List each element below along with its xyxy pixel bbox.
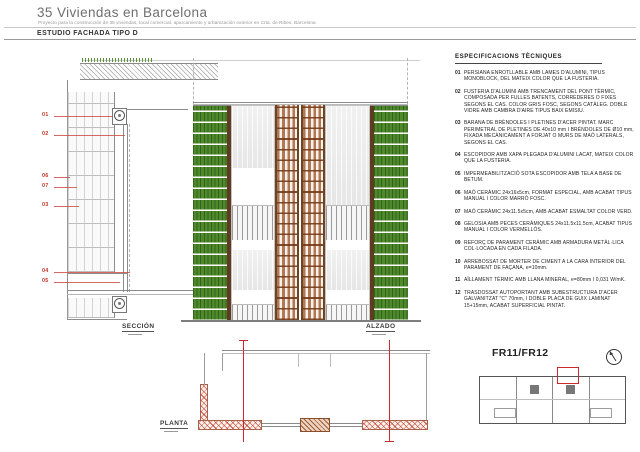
callout-leader-06: [54, 177, 70, 178]
spec-item-text: PERSIANA ENROTLLABLE AMB LAMES D'ALUMINI, TIPUS MONOBLOCK, DEL MATEIX COLOR QUE LA FUSTERIA.: [464, 70, 605, 83]
spec-item-number: 04: [455, 152, 461, 159]
section-label: SECCIÓN: [122, 323, 155, 330]
balcony-railing: [326, 205, 369, 241]
spec-item: [455, 221, 636, 234]
spec-item: [455, 259, 636, 272]
roller-blind-surface: [232, 250, 274, 291]
slab-band: [326, 240, 369, 250]
plan-partition: [222, 353, 223, 371]
callout-leader-07: [54, 187, 77, 188]
project-title: 35 Viviendas en Barcelona: [37, 5, 208, 20]
spec-item-text: IMPERMEABILITZACIÓ SOTA ESCOPIDOR AMB TELA A BASE DE BETUM.: [464, 170, 622, 184]
specifications-heading: ESPECIFICACIONS TÈCNIQUES: [455, 53, 602, 64]
elevation-scale: [372, 334, 386, 335]
callout-leader-03: [54, 206, 79, 207]
plan-label: PLANTA: [160, 420, 189, 427]
spec-item-number: 03: [455, 120, 461, 127]
section-railing-grid: [67, 92, 115, 272]
roller-blind-box-lower: [112, 296, 127, 313]
spec-item: [455, 152, 636, 165]
spec-item: [455, 290, 636, 309]
callout-leader-05: [54, 282, 120, 283]
section-scale: [128, 334, 142, 335]
key-plan: [479, 376, 626, 424]
key-plan-stair-core: [530, 385, 539, 394]
plan-brick-facade-left: [198, 420, 262, 430]
plan-rear-wall-line: [222, 350, 430, 351]
callout-01: 01: [42, 112, 49, 118]
projection-dash-left: [193, 58, 194, 104]
callout-leader-02: [54, 135, 125, 136]
plan-partition: [298, 353, 299, 367]
plan-rear-wall-line2: [222, 353, 430, 354]
spec-item-text: GELOSIA AMB PECES CERÀMIQUES 24x11.5x11.5cm, ACABAT TIPUS MANUAL I COLOR VERMELLÓS.: [464, 220, 633, 234]
key-plan-stair-core: [566, 385, 575, 394]
spec-item: [455, 120, 636, 146]
section-cut-line-left: [243, 340, 244, 442]
spec-item-text: ESCOPIDOR AMB XAPA PLEGADA D'ALUMINI LACAT, MATEIX COLOR QUE LA FUSTERIA.: [464, 152, 634, 165]
roller-blind-surface: [326, 250, 369, 291]
spec-item-number: 11: [455, 277, 461, 284]
north-arrow-icon: [605, 348, 623, 366]
plan-side-wall: [426, 353, 427, 420]
section-cut-tick: [239, 340, 248, 341]
spec-item-text: BARANA DE BRÈNDOLES I PLETINES D'ACER PINTAT. MARC PERIMETRAL DE PLETINES DE 40x10 mm I BRÈNDOLES DE Ø10 mm, FIXADA MECÀNICAMENT A FORJAT O MURS DE MAÓ LATERALS, SEGONS EL CAS.: [464, 120, 634, 146]
spec-item: [455, 277, 636, 283]
specifications-panel: [455, 45, 636, 309]
plan-window-line: [262, 423, 300, 424]
roller-axis: [118, 302, 121, 305]
green-glazed-brick-band-left: [193, 105, 227, 322]
spec-item: [455, 70, 636, 83]
callout-04: 04: [42, 268, 49, 274]
callout-05: 05: [42, 278, 49, 284]
spec-item-text: ARREBOSSAT DE MORTER DE CIMENT A LA CARA INTERIOR DEL PARAMENT DE FAÇANA, e=10mm.: [464, 258, 626, 271]
key-plan-room: [494, 408, 516, 418]
window-bay-right: [325, 105, 370, 320]
balcony-railing: [326, 304, 369, 320]
spec-item: [455, 240, 636, 253]
roller-blind-surface: [232, 106, 274, 169]
ceramic-lattice-column-right: [301, 105, 325, 320]
section-bottom-line: [67, 319, 127, 320]
plan-lattice-block: [300, 418, 330, 432]
spec-item-text: MAÓ CERÀMIC 24x16x5cm, FORMAT ESPECIAL, AMB ACABAT TIPUS MANUAL I COLOR MARRÓ FOSC.: [464, 189, 632, 203]
spec-item-number: 10: [455, 258, 461, 265]
key-plan-party-wall: [552, 377, 553, 423]
specifications-list: [455, 70, 636, 309]
spec-item-text: MAÓ CERÀMIC 24x11.5x5cm, AMB ACABAT ESMALTAT COLOR VERD.: [464, 208, 633, 215]
spec-item-text: REFORÇ DE PARAMENT CERÀMIC AMB ARMADURA METÀL·LICA COL·LOCADA EN CADA FILADA.: [464, 239, 624, 253]
callout-leader-01: [54, 116, 112, 117]
plan-window-line3: [330, 423, 362, 424]
plan-partition: [330, 353, 331, 367]
spec-item: [455, 209, 636, 215]
facade-reference-label: FR11/FR12: [492, 347, 549, 359]
projection-dash-right: [407, 58, 408, 104]
plan-window-line2: [262, 426, 300, 427]
key-plan-corridor: [480, 399, 625, 400]
ground-line: [181, 320, 421, 322]
spec-item-number: 06: [455, 189, 461, 196]
ceramic-lattice-column-left: [275, 105, 299, 320]
section-railing-grid-lower: [67, 298, 115, 318]
roof-planting-hatch: [82, 58, 152, 62]
elevation-drawing: [193, 58, 408, 324]
header-divider-bottom: [4, 39, 636, 40]
key-plan-partition: [516, 377, 517, 423]
spec-item-number: 05: [455, 170, 461, 177]
header-divider-top: [4, 27, 636, 28]
elevation-label: ALZADO: [366, 323, 396, 330]
sheet-title: ESTUDIO FACHADA TIPO D: [37, 30, 139, 37]
window-glass: [232, 290, 274, 304]
project-subtitle: Proyecto para la construcción de 35 viviendas, local comercial, aparcamiento y urbanización exterior en Crta. de Ribes, Barcelona: [38, 20, 316, 25]
spec-item: [455, 190, 636, 203]
plan-side-wall-left: [204, 353, 205, 385]
coping-line-top: [193, 102, 408, 103]
spec-item-number: 02: [455, 88, 461, 95]
green-glazed-brick-band-right: [374, 105, 408, 322]
plan-window-line4: [330, 426, 362, 427]
brown-brick-strip-right: [370, 105, 374, 321]
slab-band: [232, 240, 274, 250]
plan-drawing: [198, 344, 430, 444]
spec-item-number: 01: [455, 70, 461, 76]
roller-axis: [118, 114, 121, 117]
hidden-wall-line: [129, 124, 130, 292]
balcony-railing: [232, 304, 274, 320]
key-plan-room: [590, 408, 612, 418]
window-glass: [232, 168, 274, 205]
spec-item: [455, 89, 636, 115]
plan-scale: [164, 431, 178, 432]
roller-blind-surface: [326, 106, 369, 206]
callout-07: 07: [42, 183, 49, 189]
callout-06: 06: [42, 173, 49, 179]
balcony-railing: [232, 205, 274, 241]
spec-item-text: AÏLLAMENT TÈRMIC AMB LLANA MINERAL, e=80mm I 0,031 W/mK.: [464, 277, 626, 284]
window-glass: [326, 290, 369, 304]
spec-item-number: 07: [455, 208, 461, 215]
spec-item-text: FUSTERIA D'ALUMINI AMB TRENCAMENT DEL PONT TÈRMIC, COMPOSADA PER FULLES BATENTS, CORREDERES O FIXES SEGONS EL CAS. COLOR GRIS FOSC, SEGONS CATÀLEG. DOBLE VIDRE AMB CAMBRA D'AIRE TIPUS BAIX EMISIU.: [464, 88, 628, 115]
blind-guide-rail: [123, 124, 128, 292]
spec-item-text: TRASDOSSAT AUTOPORTANT AMB SUBESTRUCTURA D'ACER GALVANITZAT "C" 70mm, I DOBLE PLACA DE GUIX LAMINAT 15+15mm, ACABAT SUPERFICIAL PINTAT.: [464, 289, 618, 309]
section-cut-line-right: [389, 340, 390, 442]
spec-item-number: 08: [455, 220, 461, 227]
roller-blind-box-upper: [112, 108, 127, 125]
slab-soffit-line: [126, 109, 188, 110]
sill-flashing-line: [67, 273, 127, 274]
key-plan-highlight: [557, 367, 579, 384]
section-cut-tick: [385, 441, 394, 442]
callout-03: 03: [42, 202, 49, 208]
spec-item-number: 09: [455, 239, 461, 246]
plan-brick-facade-right: [362, 420, 428, 430]
spec-item: [455, 171, 636, 184]
callout-02: 02: [42, 131, 49, 137]
window-bay-left: [231, 105, 275, 320]
spec-item-number: 12: [455, 289, 461, 296]
callout-leader-04: [54, 272, 130, 273]
